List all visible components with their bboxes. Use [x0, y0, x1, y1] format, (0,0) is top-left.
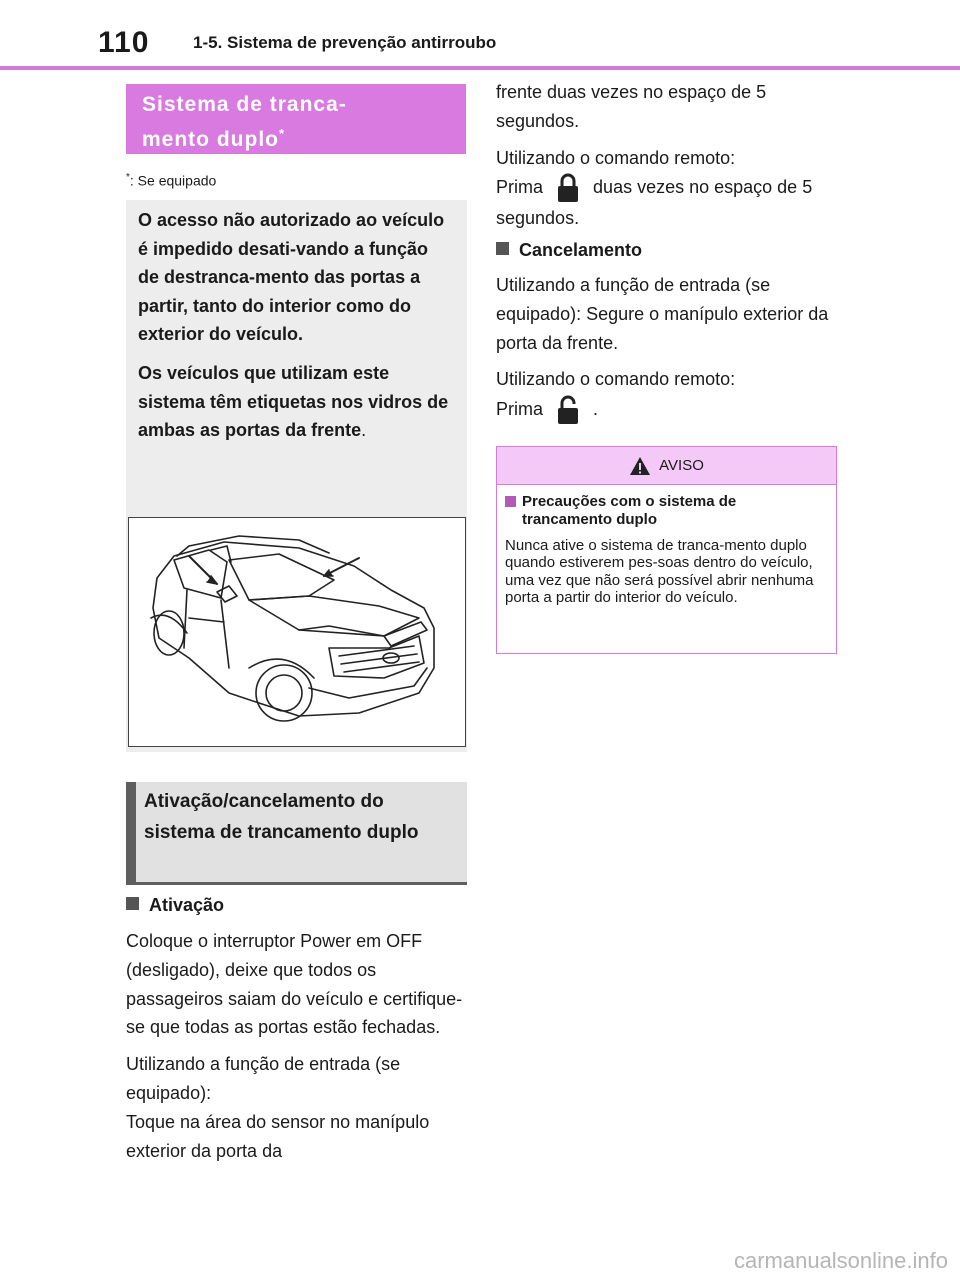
section-heading: Ativação/cancelamento do sistema de trancamento duplo: [126, 782, 467, 885]
car-drawing: [129, 518, 464, 745]
pink-heading: [126, 84, 466, 154]
continued-paragraph: frente duas vezes no espaço de 5 segundos.: [496, 82, 767, 131]
car-illustration: [128, 517, 466, 747]
bullet-square: [126, 897, 139, 910]
heading-asterisk: *: [278, 126, 286, 141]
page-number: 110: [98, 26, 150, 59]
info-paragraph-2-end: .: [361, 420, 367, 441]
warning-header: [497, 447, 836, 485]
header-rule: [0, 66, 960, 70]
watermark: carmanualsonline.info: [733, 1248, 948, 1273]
info-paragraph-2-text: Os veículos que utilizam este sistema têm etiquetas nos vidros de ambas as portas da frente: [138, 362, 449, 441]
section-title: 1-5. Sistema de prevenção antirroubo: [193, 33, 497, 52]
warning-box: [496, 446, 837, 654]
remote-label-2: Utilizando o comando remoto:: [496, 369, 736, 390]
warning-subtitle: [505, 493, 828, 529]
cancel-heading: [496, 240, 642, 261]
warning-title: AVISO: [659, 457, 704, 474]
press-lock-line: [496, 172, 836, 233]
cancel-title: Cancelamento: [519, 240, 643, 260]
warning-subtitle-text: Precauções com o sistema de trancamento duplo: [522, 493, 737, 528]
cancel-text: [496, 271, 836, 434]
right-text: [496, 78, 836, 241]
info-paragraph-2: [138, 359, 451, 445]
activation-title: Ativação: [149, 895, 225, 915]
activation-paragraph-1: Coloque o interruptor Power em OFF (desligado), deixe que todos os passageiros saiam do veículo e certifique-se que todas as portas estão fechadas.: [126, 931, 463, 1038]
press-word-2: Prima: [496, 398, 544, 419]
unlock-icon: [554, 394, 582, 426]
footnote: [126, 172, 216, 189]
press-word: Prima: [496, 177, 544, 198]
info-paragraph-1: O acesso não autorizado ao veículo é impedido desati-vando a função de destranca-mento das portas a partir, tanto do interior como do exterior do veículo.: [138, 210, 445, 345]
heading-line2: mento duplo: [142, 128, 279, 151]
press-unlock-line: [496, 394, 836, 426]
press-end: .: [593, 398, 599, 419]
warning-triangle-icon: [629, 456, 651, 476]
remote-label: Utilizando o comando remoto:: [496, 147, 736, 168]
activation-paragraph-2a: Utilizando a função de entrada (se equipado):: [126, 1054, 401, 1103]
press-rest: duas vezes no espaço de 5 segundos.: [496, 177, 813, 229]
footnote-asterisk: *: [126, 172, 130, 183]
activation-text: [126, 927, 468, 1173]
bullet-square: [496, 242, 509, 255]
heading-line1: Sistema de tranca-: [142, 93, 347, 116]
cancel-paragraph: Utilizando a função de entrada (se equipado): Segure o manípulo exterior da porta da frente.: [496, 275, 829, 353]
footnote-text: : Se equipado: [129, 172, 217, 189]
activation-heading: [126, 895, 224, 916]
warning-text: Nunca ative o sistema de tranca-mento duplo quando estiverem pes-soas dentro do veículo, uma vez que não será possível abrir nenhuma porta a partir do interior do veículo.: [505, 537, 814, 607]
activation-paragraph-2b: Toque na área do sensor no manípulo exterior da porta da: [126, 1111, 430, 1161]
lock-icon: [554, 172, 582, 204]
bullet-square: [505, 496, 516, 507]
